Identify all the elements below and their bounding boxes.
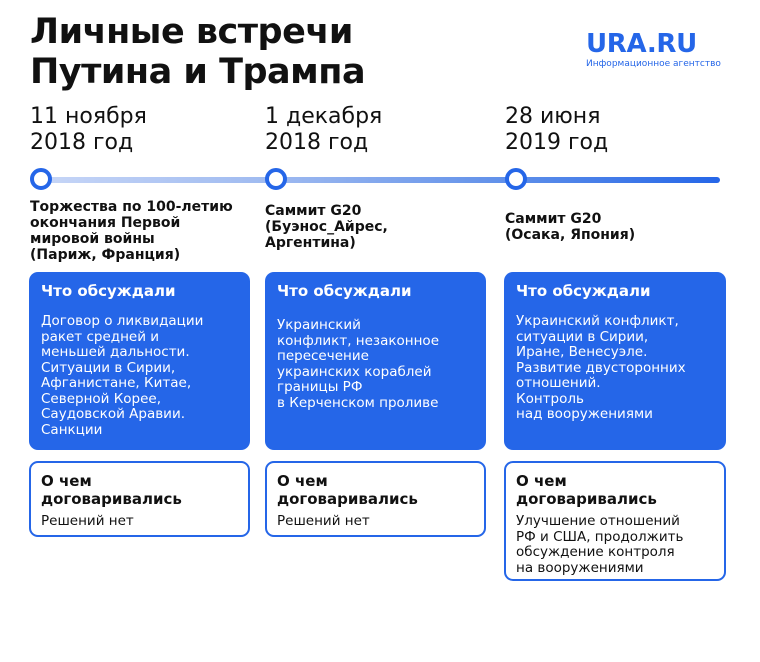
discussed-line: отношений.: [516, 375, 601, 391]
meeting-2-discussed-text: [277, 318, 474, 411]
meeting-1-event-line: (Париж, Франция): [30, 247, 181, 263]
meeting-1-event-line: мировой войны: [30, 231, 155, 247]
meeting-2-discussed-card: [265, 272, 486, 450]
discussed-line: Ситуации в Сирии,: [41, 359, 176, 376]
page-title: [30, 12, 365, 92]
meeting-3-event-line: Саммит G20: [505, 211, 602, 227]
agreed-line: РФ и США, продолжить: [516, 528, 684, 545]
agreed-line: Решений нет: [277, 513, 370, 529]
agreed-title-line: договаривались: [516, 490, 657, 508]
discussed-line: Украинский конфликт,: [516, 313, 679, 329]
discussed-line: Развитие двусторонних: [516, 359, 686, 376]
discussed-line: Контроль: [516, 390, 584, 407]
meeting-2-agreed-title: [277, 472, 474, 508]
agreed-line: Улучшение отношений: [516, 513, 680, 529]
meeting-2-discussed-title: Что обсуждали: [277, 282, 412, 300]
discussed-line: ситуации в Сирии,: [516, 328, 649, 345]
agreed-title-line: договаривались: [41, 490, 182, 508]
meeting-1-agreed-title: [41, 472, 238, 508]
discussed-line: границы РФ: [277, 379, 363, 395]
meeting-1-discussed-card: [29, 272, 250, 450]
discussed-line: ракет средней и: [41, 328, 160, 345]
discussed-line: Саудовской Аравии.: [41, 406, 186, 422]
logo-tagline: Информационное агентство: [586, 59, 721, 69]
discussed-line: Иране, Венесуэле.: [516, 344, 648, 360]
meeting-3-date-year: 2019 год: [505, 130, 609, 155]
meeting-3-date-day: 28 июня: [505, 104, 601, 129]
discussed-line: пересечение: [277, 348, 369, 364]
meeting-3-agreed-title: [516, 472, 714, 508]
agreed-title-line: О чем: [277, 472, 328, 490]
meeting-1-date: [30, 104, 147, 156]
discussed-line: над вооружениями: [516, 406, 653, 422]
meeting-1-agreed-text: [41, 514, 238, 530]
agreed-title-line: О чем: [516, 472, 567, 490]
meeting-2-event-line: (Буэнос_Айрес,: [265, 219, 388, 235]
discussed-line: Санкции: [41, 421, 103, 438]
meeting-1-discussed-title: Что обсуждали: [41, 282, 176, 300]
discussed-line: Северной Корее,: [41, 390, 162, 407]
meeting-2-agreed-card: [265, 461, 486, 537]
timeline-line: [40, 177, 720, 183]
discussed-line: Договор о ликвидации: [41, 313, 204, 329]
meeting-2-event: [265, 203, 495, 251]
meeting-1-event-line: Торжества по 100-летию: [30, 199, 233, 215]
discussed-line: меньшей дальности.: [41, 344, 190, 360]
meeting-3-event-line: (Осака, Япония): [505, 227, 636, 243]
page-title-line-2: Путина и Трампа: [30, 52, 366, 92]
meeting-3-agreed-card: [504, 461, 726, 581]
meeting-1-date-year: 2018 год: [30, 130, 134, 155]
meeting-3-date: [505, 104, 608, 156]
meeting-2-agreed-text: [277, 514, 474, 530]
meeting-3-discussed-title: Что обсуждали: [516, 282, 651, 300]
agreed-line: обсуждение контроля: [516, 544, 675, 560]
agreed-title-line: О чем: [41, 472, 92, 490]
discussed-line: конфликт, незаконное: [277, 332, 439, 349]
meeting-2-date: [265, 104, 382, 156]
meeting-1-agreed-card: [29, 461, 250, 537]
meeting-3-event: [505, 211, 735, 243]
discussed-line: в Керченском проливе: [277, 394, 439, 411]
page-title-line-1: Личные встречи: [30, 12, 353, 52]
meeting-3-discussed-text: [516, 314, 714, 423]
meeting-2-date-year: 2018 год: [265, 130, 369, 155]
meeting-2-event-line: Аргентина): [265, 235, 356, 251]
meeting-3-discussed-card: [504, 272, 726, 450]
timeline-dot-1: [30, 168, 52, 190]
timeline-dot-3: [505, 168, 527, 190]
agreed-line: на вооружениями: [516, 559, 644, 576]
ura-ru-logo: [586, 30, 736, 70]
meeting-1-discussed-text: [41, 314, 238, 438]
timeline-dot-2: [265, 168, 287, 190]
agreed-title-line: договаривались: [277, 490, 418, 508]
discussed-line: Украинский: [277, 317, 361, 333]
logo-name: URA.RU: [586, 29, 697, 59]
meeting-1-date-day: 11 ноября: [30, 104, 147, 129]
meeting-2-event-line: Саммит G20: [265, 203, 362, 219]
agreed-line: Решений нет: [41, 513, 134, 529]
meeting-3-agreed-text: [516, 514, 714, 576]
meeting-2-date-day: 1 декабря: [265, 104, 383, 129]
discussed-line: Афганистане, Китае,: [41, 375, 192, 391]
meeting-1-event: [30, 199, 260, 263]
meeting-1-event-line: окончания Первой: [30, 215, 181, 231]
discussed-line: украинских кораблей: [277, 363, 432, 380]
